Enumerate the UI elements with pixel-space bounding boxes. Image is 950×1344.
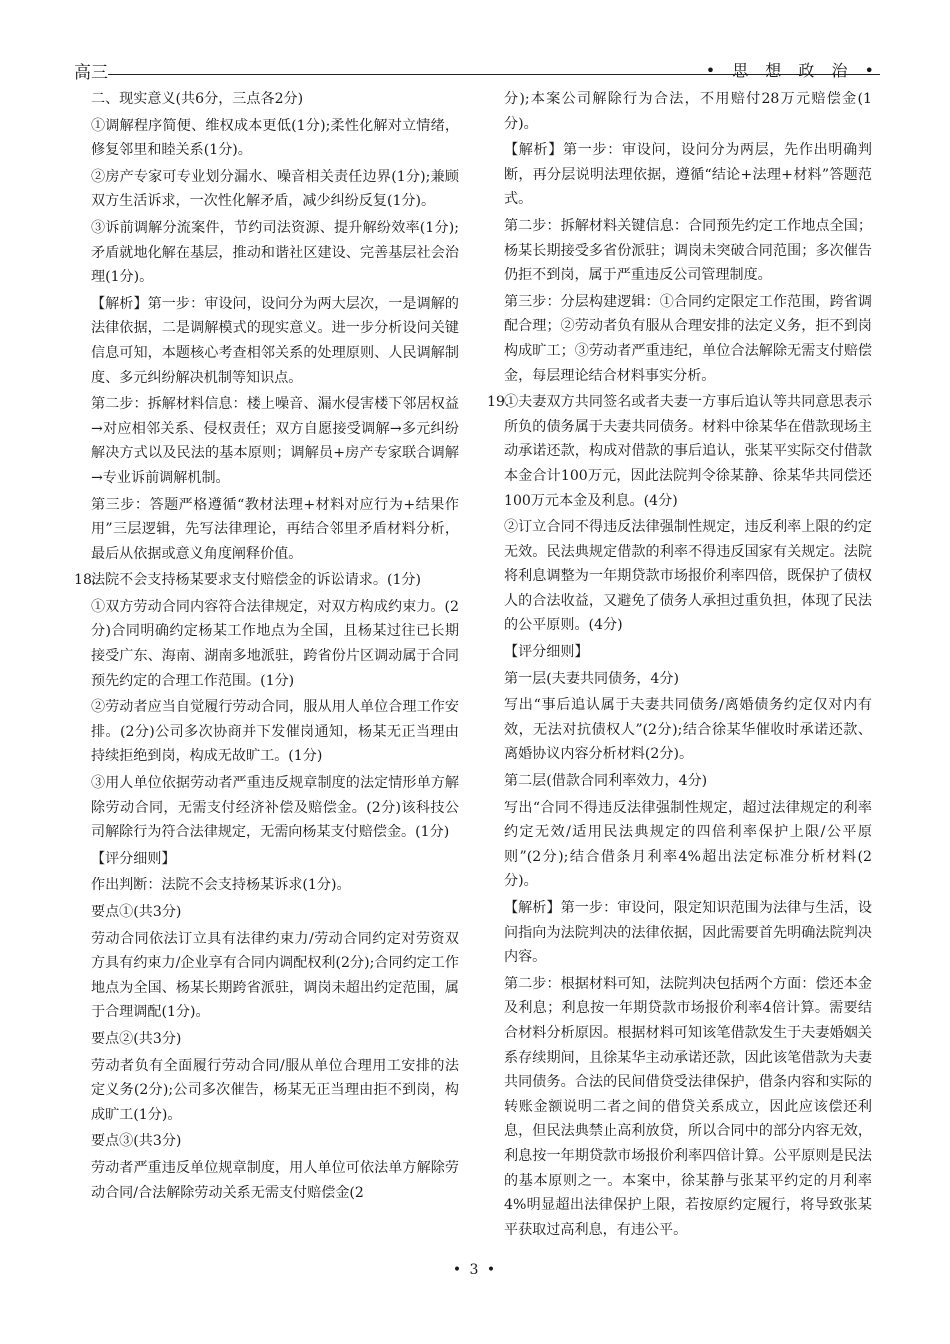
question-18-answer [74, 568, 459, 593]
point-heading: 第一层(夫妻共同债务，4分) [504, 670, 679, 687]
paragraph: 第三步：答题严格遵循“教材法理+材料对应行为+结果作用”三层逻辑，先写法律理论，再结合邻里矛盾材料分析，最后从依据或意义角度阐释价值。 [91, 496, 459, 562]
paragraph: ①调解程序简便、维权成本更低(1分);柔性化解对立情绪，修复邻里和睦关系(1分)。 [91, 117, 459, 159]
scoring-heading: 【评分细则】 [91, 850, 176, 867]
header-subject: • 思 想 政 治 • [705, 61, 880, 80]
paragraph: 第二步：拆解材料关键信息：合同预先约定工作地点全国；杨某长期接受多省份派驻；调岗未突破合同范围；多次催告仍拒不到岗，属于严重违反公司管理制度。 [504, 217, 872, 284]
point-heading: 要点③(共3分) [91, 1133, 182, 1150]
header-grade: 高三 [74, 63, 108, 83]
paragraph: 第二步：拆解材料信息：楼上噪音、漏水侵害楼下邻居权益→对应相邻关系、侵权责任；双方自愿接受调解→多元纠纷解决方式以及民法的基本原则；调解员+房产专家联合调解→专业诉前调解机制。 [91, 396, 459, 486]
paragraph: ①双方劳动合同内容符合法律规定，对双方构成约束力。(2分)合同明确约定杨某工作地点为全国，且杨某过往已长期接受广东、海南、湖南多地派驻，跨省份片区调动属于合同预先约定的合理工作范围。(1分) [91, 598, 459, 689]
point-heading: 第二层(借款合同利率效力，4分) [504, 773, 708, 790]
paragraph: 写出“合同不得违反法律强制性规定，超过法律规定的利率约定无效/适用民法典规定的四倍利率保护上限/公平原则”(2分);结合借条月利率4%超出法定标准分析材料(2分)。 [504, 799, 872, 890]
paragraph: ②劳动者应当自觉履行劳动合同，服从用人单位合理工作安排。(2分)公司多次协商并下发催岗通知，杨某无正当理由持续拒绝到岗，构成无故旷工。(1分) [91, 699, 459, 765]
question-number: 19. [487, 394, 510, 411]
header-rule [108, 74, 880, 75]
paragraph: 第三步：分层构建逻辑：①合同约定限定工作范围，跨省调配合理；②劳动者负有服从合理安排的法定义务，拒不到岗构成旷工；③劳动者严重违纪，单位合法解除无需支付赔偿金，每层理论结合材料事实分析。 [504, 293, 872, 384]
paragraph: 第二步：根据材料可知，法院判决包括两个方面：偿还本金及利息；利息按一年期贷款市场报价利率4倍计算。需要结合材料分析原因。根据材料可知该笔借款发生于夫妻婚姻关系存续期间，且徐某华主动承诺还款，因此该笔借款为夫妻共同债务。合法的民间借贷受法律保护，借条内容和实际的转账金额说明二者之间的借贷关系成立，因此应该偿还利息，但民法典禁止高利放贷，所以合同中的部分内容无效，利息按一年期贷款市场报价利率四倍计算。公平原则是民法的基本原则之一。本案中，徐某静与张某平约定的月利率4%明显超出法律保护上限，若按原约定履行，将导致张某平获取过高利息，有违公平。 [504, 975, 872, 1238]
page-number: • 3 • [452, 1262, 498, 1278]
analysis-paragraph: 【解析】第一步：审设问，限定知识范围为法律与生活，设问指向为法院判决的法律依据，因此需要首先明确法院判决内容。 [504, 900, 872, 966]
scoring-heading: 【评分细则】 [504, 644, 589, 661]
paragraph: ③用人单位依据劳动者严重违反规章制度的法定情形单方解除劳动合同，无需支付经济补偿及赔偿金。(2分)该科技公司解除行为符合法律规定，无需向杨某支付赔偿金。(1分) [91, 775, 459, 841]
left-column [74, 87, 459, 1207]
section-heading: 二、现实意义(共6分，三点各2分) [91, 91, 304, 107]
question-number: 18. [74, 572, 97, 589]
right-column [487, 87, 872, 1244]
paragraph: ②订立合同不得违反法律强制性规定，违反利率上限的约定无效。民法典规定借款的利率不得违反国家有关规定。法院将利息调整为一年期贷款市场报价利率四倍，既保护了债权人的合法收益，又避免了债务人承担过重负担，体现了民法的公平原则。(4分) [504, 519, 872, 634]
point-heading: 要点②(共3分) [91, 1030, 182, 1047]
analysis-paragraph: 【解析】第一步：审设问，设问分为两大层次，一是调解的法律依据，二是调解模式的现实意义。进一步分析设问关键信息可知，本题核心考查相邻关系的处理原则、人民调解制度、多元纠纷解决机制等知识点。 [91, 295, 459, 386]
question-text: ①夫妻双方共同签名或者夫妻一方事后追认等共同意思表示所负的债务属于夫妻共同债务。材料中徐某华在借款现场主动承诺还款，构成对借款的事后追认，张某平实际交付借款本金合计100万元，因此法院判令徐某静、徐某华共同偿还100万元本金及利息。(4分) [504, 394, 872, 509]
paragraph: 写出“事后追认属于夫妻共同债务/离婚债务约定仅对内有效，无法对抗债权人”(2分);结合徐某华催收时承诺还款、离婚协议内容分析材料(2分)。 [504, 697, 872, 763]
point-heading: 要点①(共3分) [91, 904, 182, 920]
paragraph: 作出判断：法院不会支持杨某诉求(1分)。 [91, 877, 351, 894]
paragraph: 分);本案公司解除行为合法，不用赔付28万元赔偿金(1分)。 [504, 91, 872, 132]
question-text: 法院不会支持杨某要求支付赔偿金的诉讼请求。(1分) [91, 572, 422, 589]
paragraph: 劳动合同依法订立具有法律约束力/劳动合同约定对劳资双方具有约束力/企业享有合同内调配权利(2分);合同约定工作地点为全国、杨某长期跨省派驻，调岗未超出约定范围，属于合理调配(1分)。 [91, 930, 459, 1021]
paragraph: 劳动者负有全面履行劳动合同/服从单位合理用工安排的法定义务(2分);公司多次催告，杨某无正当理由拒不到岗，构成旷工(1分)。 [91, 1057, 459, 1123]
paragraph: ②房产专家可专业划分漏水、噪音相关责任边界(1分);兼顾双方生活诉求，一次性化解矛盾，减少纠纷反复(1分)。 [91, 168, 459, 210]
analysis-paragraph: 【解析】第一步：审设问，设问分为两层，先作出明确判断，再分层说明法理依据，遵循“结论+法理+材料”答题范式。 [504, 142, 872, 208]
paragraph: 劳动者严重违反单位规章制度，用人单位可依法单方解除劳动合同/合法解除劳动关系无需支付赔偿金(2 [91, 1159, 459, 1201]
question-19-answer [487, 390, 872, 513]
paragraph: ③诉前调解分流案件，节约司法资源、提升解纷效率(1分);矛盾就地化解在基层，推动和谐社区建设、完善基层社会治理(1分)。 [91, 219, 459, 286]
